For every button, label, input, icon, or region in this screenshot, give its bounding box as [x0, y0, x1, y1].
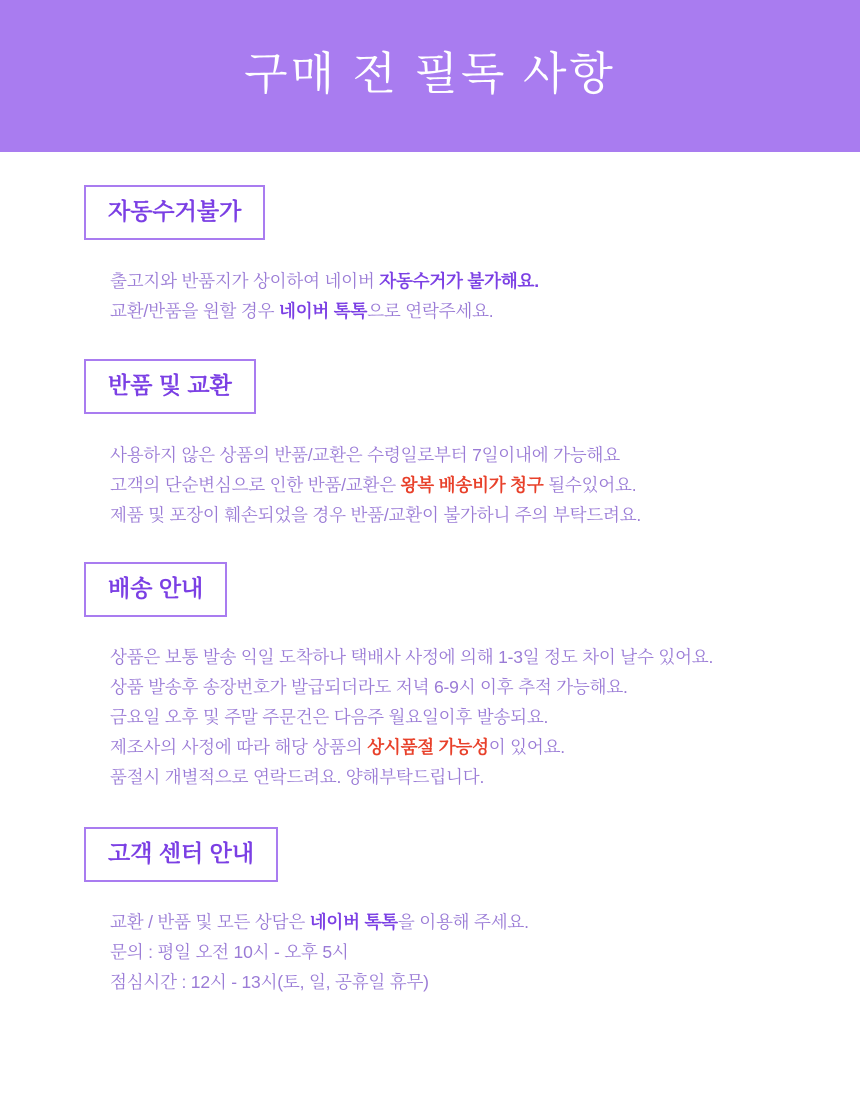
notice-line	[110, 440, 860, 470]
text-run: 금요일 오후 및 주말 주문건은 다음주 월요일이후 발송되요.	[110, 707, 549, 727]
badge-row	[0, 359, 860, 414]
text-run: 고객의 단순변심으로 인한 반품/교환은	[110, 475, 401, 495]
section-badge: 반품 및 교환	[84, 359, 256, 414]
text-run: 될수있어요.	[543, 475, 637, 495]
badge-row	[0, 827, 860, 882]
text-run: 점심시간 : 12시 - 13시(토, 일, 공휴일 휴무)	[110, 972, 429, 992]
text-run: 사용하지 않은 상품의 반품/교환은 수령일로부터 7일이내에 가능해요	[110, 445, 620, 465]
highlight-run: 네이버 톡톡	[309, 912, 398, 932]
section-auto-pickup	[0, 185, 860, 326]
notice-line	[110, 937, 860, 967]
section-lines-0	[0, 240, 860, 326]
text-run: 출고지와 반품지가 상이하여 네이버	[110, 271, 380, 291]
highlight-run: 왕복 배송비가 청구	[400, 475, 544, 495]
notice-line	[110, 296, 860, 326]
text-run: 이 있어요.	[488, 737, 565, 757]
notice-line	[110, 967, 860, 997]
section-lines-2	[0, 617, 860, 792]
section-badge: 자동수거불가	[84, 185, 265, 240]
text-run: 교환 / 반품 및 모든 상담은	[110, 912, 310, 932]
text-run: 품절시 개별적으로 연락드려요. 양해부탁드립니다.	[110, 767, 485, 787]
highlight-run: 자동수거가 불가해요.	[379, 271, 539, 291]
section-badge: 고객 센터 안내	[84, 827, 278, 882]
section-shipping-info	[0, 562, 860, 792]
highlight-run: 네이버 톡톡	[279, 301, 368, 321]
notice-line	[110, 732, 860, 762]
section-customer-center	[0, 827, 860, 997]
text-run: 을 이용해 주세요.	[397, 912, 529, 932]
notice-line	[110, 642, 860, 672]
section-badge: 배송 안내	[84, 562, 227, 617]
notice-line	[110, 702, 860, 732]
notice-line	[110, 672, 860, 702]
text-run: 제조사의 사정에 따라 해당 상품의	[110, 737, 368, 757]
section-lines-3	[0, 882, 860, 997]
text-run: 제품 및 포장이 훼손되었을 경우 반품/교환이 불가하니 주의 부탁드려요.	[110, 505, 642, 525]
notice-line	[110, 266, 860, 296]
badge-row	[0, 562, 860, 617]
notice-content	[0, 185, 860, 997]
text-run: 교환/반품을 원할 경우	[110, 301, 279, 321]
notice-line	[110, 500, 860, 530]
section-lines-1	[0, 414, 860, 530]
notice-line	[110, 470, 860, 500]
notice-line	[110, 762, 860, 792]
section-return-exchange	[0, 359, 860, 530]
page-header-banner	[0, 0, 860, 152]
text-run: 상품은 보통 발송 익일 도착하나 택배사 사정에 의해 1-3일 정도 차이 날수 있어요.	[110, 647, 714, 667]
page-title: 구매 전 필독 사항	[244, 47, 616, 99]
highlight-run: 상시품절 가능성	[367, 737, 489, 757]
notice-line	[110, 907, 860, 937]
text-run: 문의 : 평일 오전 10시 - 오후 5시	[110, 942, 349, 962]
text-run: 상품 발송후 송장번호가 발급되더라도 저녁 6-9시 이후 추적 가능해요.	[110, 677, 628, 697]
badge-row	[0, 185, 860, 240]
text-run: 으로 연락주세요.	[367, 301, 494, 321]
